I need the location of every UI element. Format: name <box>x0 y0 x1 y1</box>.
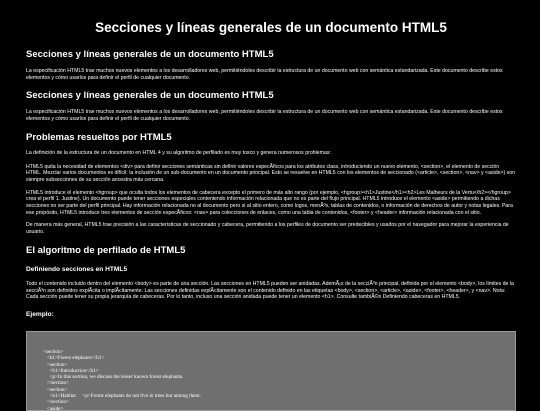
code-line: <p>In this section, we discuss the lesser known forest elephants. <box>43 374 184 381</box>
example-label: Ejemplo: <box>26 310 54 318</box>
problems-paragraph: HTML5 quita la necesidad de elementos <div> para definir secciones semánticas sin definir valores especÃficos para los atributos class, introduciendo un nuevo elemento, <section>, el elemento de sección HTML. Mezclar varios documentos es difícil: la inclusión de un sub-documento en un documento principal. Esto se resuelve en HTML5 con los elementos de seccionado (<article>, <section>, <nav> y <aside>) son siempre subsecciones de su sección ancestra más cercana. <box>26 163 516 183</box>
code-example-box[interactable] <box>26 331 516 411</box>
problems-heading: Problemas resueltos por HTML5 <box>26 131 172 143</box>
problems-paragraph: La definición de la estructura de un documento en HTML 4 y su algoritmo de perfilado es muy tosco y genera numerosos problemas: <box>26 149 331 156</box>
section-paragraph: La especificación HTML5 trae muchos nuevos elementos a los desarrolladores web, permitiéndoles describir la estructura de un documento web con semántica estandarizada. Este documento describe estos elementos y cómo usarlos para definir el perfil de cualquier documento. <box>26 109 503 123</box>
code-line: <h1>Forest elephants</h1> <box>43 355 105 362</box>
code-line: <h1>Introduction</h1> <box>43 367 99 374</box>
section-heading: Secciones y líneas generales de un documento HTML5 <box>26 49 274 60</box>
code-line: </section> <box>43 399 69 406</box>
code-line: <section> <box>43 386 68 393</box>
algorithm-subheading: Definiendo secciones en HTML5 <box>26 265 128 273</box>
page-title: Secciones y líneas generales de un documento HTML5 <box>95 20 447 35</box>
problems-paragraph: HTML5 introduce el elemento <hgroup> que oculta todos los elementos de cabecera excepto el primero de más alto rango (por ejemplo, <hgroup><h1>Justine</h1><h2>Les Malheurs de la Vertu</h2></hgroup> crea el perfil 1. Justine). Un documento puede tener secciones especiales conteniendo información relacionada que no es parte del flujo principal. HTML5 introduce el elemento <aside> permitiendo a dichas secciones no ser parte del perfil principal. Hay información relacionada no al documento pero si al sitio entero, como logos, menÃºs, tablas de contenidos, o información de derechos de autor y notas legales. Para ese propósito, HTML5 introduce tres elementos de sección especÃficos: <nav> para colecciones de enlaces, como una tabla de contenidos, <footer> y <header> información relacionada con el sitio. <box>26 189 513 216</box>
code-line: <section> <box>43 348 64 355</box>
code-line: </section> <box>43 380 69 387</box>
algorithm-paragraph: Todo el contenido incluido dentro del elemento <body> es parte de una sección. Las secciones en HTML5 pueden ser anidadas. AdemÃ¡s de la secciÃ³n principal, definida por el elemento <body>, los límites de la secciÃ³n son definidos explÃcita o implÃcitamente. Las secciones definidas explÃcitamente son el contenido definido en las etiquetas <body>, <section>, <article>, <aside>, <footer>, <header>, y <nav>. Nota: Cada sección puede tener su propia jerarquía de cabeceras. Por lo tanto, incluso una sección anidada puede tener un elemento <h1>. Consulte tambiÃ©n Definiendo cabeceras en HTML5. <box>26 280 514 301</box>
section-paragraph: La especificación HTML5 trae muchos nuevos elementos a los desarrolladores web, permitiéndoles describir la estructura de un documento web con semántica estandarizada. Este documento describe estos elementos y cómo usarlos para definir el perfil de cualquier documento. <box>26 68 503 81</box>
code-line: <h1>Habitat <p>Forest elephants do not live in trees but among them. <box>43 393 201 400</box>
code-line: <aside> <box>43 405 64 411</box>
algorithm-heading: El algoritmo de perfilado de HTML5 <box>26 244 186 256</box>
code-line: <section> <box>43 361 68 368</box>
section-heading: Secciones y líneas generales de un documento HTML5 <box>26 90 274 102</box>
problems-paragraph: De manera más general, HTML5 trae precisión a las características de seccionado y cabecera, permitiendo a los perfiles de documento ser predecibles y usados por el navegador para mejorar la experiencia de usuario. <box>26 222 509 236</box>
